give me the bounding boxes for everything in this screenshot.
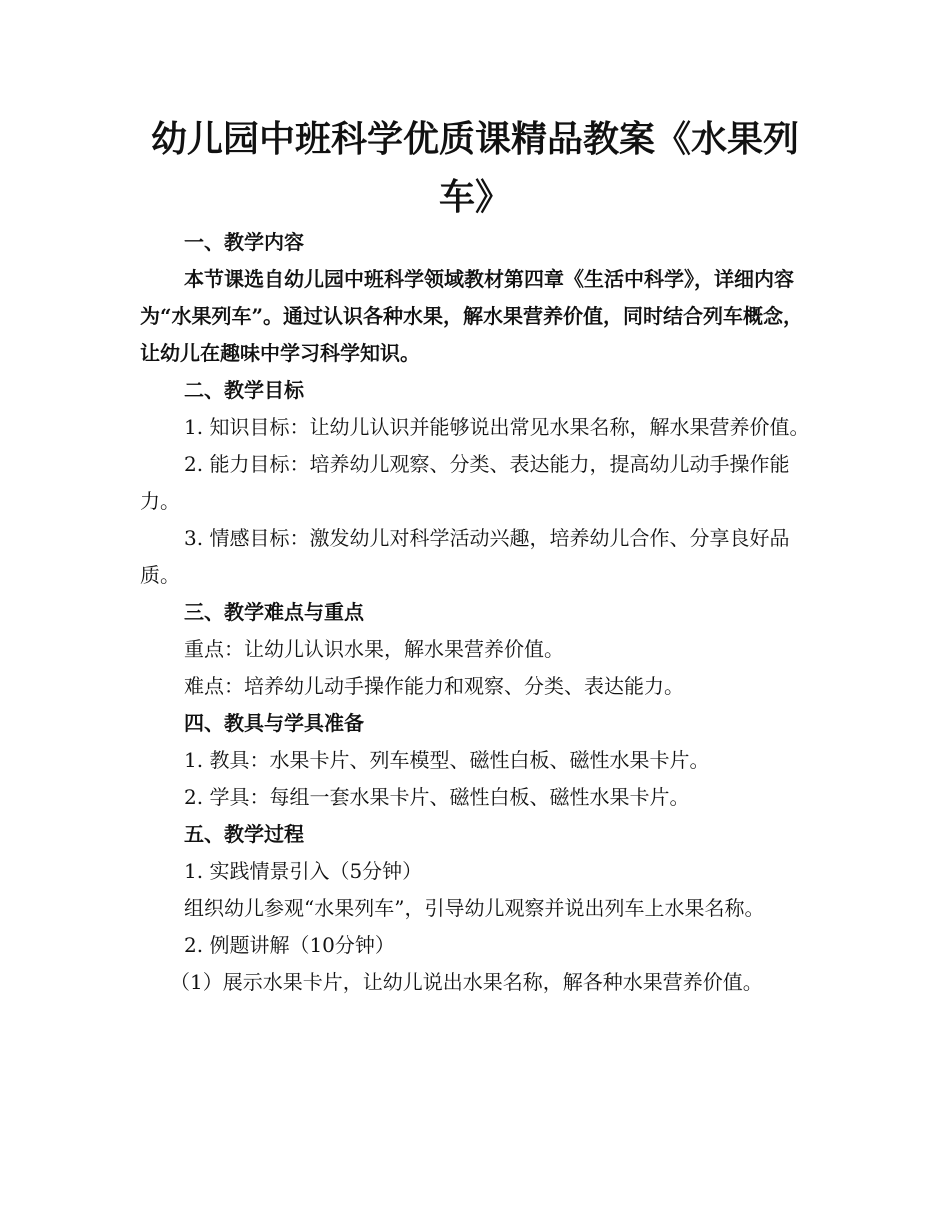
- section-heading-teaching-goals: 二、教学目标: [184, 378, 304, 402]
- document-body: [140, 224, 810, 1001]
- materials-item-teaching-aids: 1. 教具：水果卡片、列车模型、磁性白板、磁性水果卡片。: [184, 748, 710, 772]
- process-step-2-sub-1: （1）展示水果卡片，让幼儿说出水果名称，解各种水果营养价值。: [170, 970, 763, 994]
- section-heading-key-points: 三、教学难点与重点: [184, 600, 364, 624]
- teaching-content-paragraph: 本节课选自幼儿园中班科学领域教材第四章《生活中科学》，详细内容为“水果列车”。通过认识各种水果，解水果营养价值，同时结合列车概念，让幼儿在趣味中学习科学知识。: [140, 267, 804, 365]
- key-point-text: 重点：让幼儿认识水果，解水果营养价值。: [184, 637, 564, 661]
- process-step-2: 2. 例题讲解（10分钟）: [184, 933, 395, 957]
- materials-item-learning-aids: 2. 学具：每组一套水果卡片、磁性白板、磁性水果卡片。: [184, 785, 690, 809]
- process-step-1: 1. 实践情景引入（5分钟）: [184, 859, 423, 883]
- section-heading-teaching-content: 一、教学内容: [184, 230, 304, 254]
- difficult-point-text: 难点：培养幼儿动手操作能力和观察、分类、表达能力。: [184, 674, 684, 698]
- section-heading-teaching-process: 五、教学过程: [184, 822, 304, 846]
- goal-item-knowledge: 1. 知识目标：让幼儿认识并能够说出常见水果名称，解水果营养价值。: [184, 415, 810, 439]
- document-title: 幼儿园中班科学优质课精品教案《水果列车》: [150, 118, 799, 218]
- goal-item-ability: 2. 能力目标：培养幼儿观察、分类、表达能力，提高幼儿动手操作能力。: [140, 452, 790, 513]
- goal-item-emotion: 3. 情感目标：激发幼儿对科学活动兴趣，培养幼儿合作、分享良好品质。: [140, 526, 790, 587]
- section-heading-materials: 四、教具与学具准备: [184, 711, 364, 735]
- process-step-1-paragraph: 组织幼儿参观“水果列车”，引导幼儿观察并说出列车上水果名称。: [184, 896, 765, 920]
